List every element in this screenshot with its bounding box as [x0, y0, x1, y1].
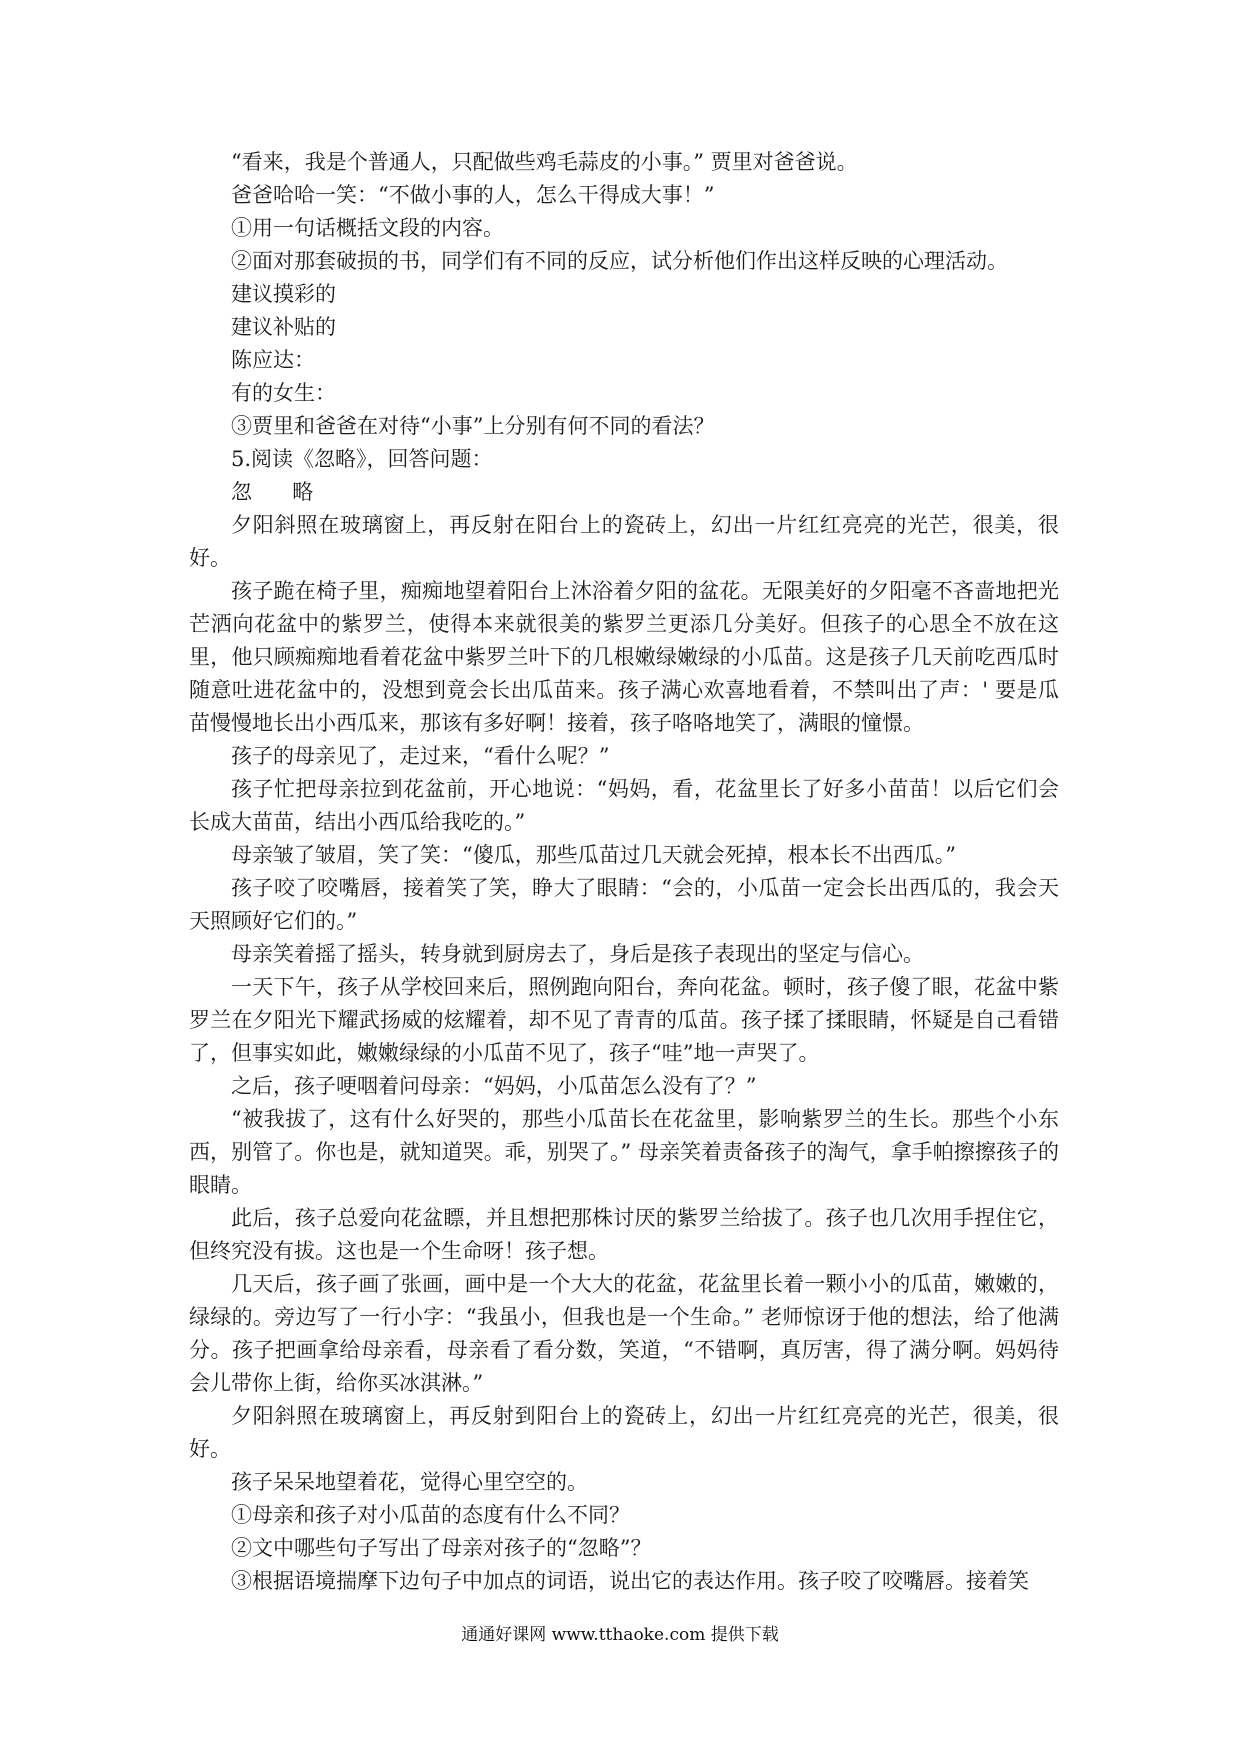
- paragraph-afterwards: 此后，孩子总爱向花盆瞟，并且想把那株讨厌的紫罗兰给拔了。孩子也几次用手捏住它，但终究没有拔。这也是一个生命呀！孩子想。: [189, 1206, 1059, 1263]
- paragraph-mother-comes: 孩子的母亲见了，走过来，“看什么呢？”: [231, 744, 610, 768]
- paragraph-drawing: 几天后，孩子画了张画，画中是一个大大的花盆，花盆里长着一颗小小的瓜苗，嫩嫩的，绿绿的。旁边写了一行小字：“我虽小，但我也是一个生命。” 老师惊讶于他的想法，给了他满分。孩子把画拿给母亲看，母亲看了看分数，笑道，“不错啊，真厉害，得了满分啊。妈妈待会儿带你上街，给你买冰淇淋。”: [189, 1272, 1059, 1395]
- question-a: ①母亲和孩子对小瓜苗的态度有什么不同？: [231, 1503, 630, 1527]
- answer-label-subsidy: 建议补贴的: [231, 315, 336, 339]
- answer-label-lottery: 建议摸彩的: [231, 282, 336, 306]
- paragraph-mother-frowns: 母亲皱了皱眉，笑了笑：“傻瓜，那些瓜苗过几天就会死掉，根本长不出西瓜。”: [231, 843, 956, 867]
- question-c: ③根据语境揣摩下边句子中加点的词语，说出它的表达作用。孩子咬了咬嘴唇。接着笑: [231, 1569, 1029, 1593]
- paragraph-jiali-says: “看来，我是个普通人，只配做些鸡毛蒜皮的小事。” 贾里对爸爸说。: [231, 150, 858, 174]
- paragraph-mother-answers: “被我拔了，这有什么好哭的，那些小瓜苗长在花盆里，影响紫罗兰的生长。那些个小东西，别管了。你也是，就知道哭。乖，别哭了。” 母亲笑着责备孩子的淘气，拿手帕擦擦孩子的眼睛。: [189, 1107, 1059, 1197]
- paragraph-child-bites-lip: 孩子咬了咬嘴唇，接着笑了笑，睁大了眼睛：“会的，小瓜苗一定会长出西瓜的，我会天天照顾好它们的。”: [189, 876, 1059, 933]
- paragraph-child-stares: 孩子呆呆地望着花，觉得心里空空的。: [231, 1470, 588, 1494]
- paragraph-child-kneels: 孩子跪在椅子里，痴痴地望着阳台上沐浴着夕阳的盆花。无限美好的夕阳毫不吝啬地把光芒洒向花盆中的紫罗兰，使得本来就很美的紫罗兰更添几分美好。但孩子的心思全不放在这里，他只顾痴痴地看着花盆中紫罗兰叶下的几根嫩绿嫩绿的小瓜苗。这是孩子几天前吃西瓜时随意吐进花盆中的，没想到竟会长出瓜苗来。孩子满心欢喜地看着，不禁叫出了声：' 要是瓜苗慢慢地长出小西瓜来，那该有多好啊！接着，孩子咯咯地笑了，满眼的憧憬。: [189, 579, 1059, 735]
- paragraph-child-asks: 之后，孩子哽咽着问母亲：“妈妈，小瓜苗怎么没有了？”: [231, 1074, 757, 1098]
- document-page: [189, 146, 1059, 1598]
- article-title-text: 忽 略: [231, 480, 331, 504]
- paragraph-mother-shakes-head: 母亲笑着摇了摇头，转身就到厨房去了，身后是孩子表现出的坚定与信心。: [231, 942, 924, 966]
- paragraph-one-afternoon: 一天下午，孩子从学校回来后，照例跑向阳台，奔向花盆。顿时，孩子傻了眼，花盆中紫罗兰在夕阳光下耀武扬威的炫耀着，却不见了青青的瓜苗。孩子揉了揉眼睛，怀疑是自己看错了，但事实如此，嫩嫩绿绿的小瓜苗不见了，孩子“哇”地一声哭了。: [189, 975, 1059, 1065]
- answer-label-chen: 陈应达：: [231, 348, 315, 372]
- question-2: ②面对那套破损的书，同学们有不同的反应，试分析他们作出这样反映的心理活动。: [231, 249, 1008, 273]
- paragraph-child-pulls-mother: 孩子忙把母亲拉到花盆前，开心地说：“妈妈，看，花盆里长了好多小苗苗！以后它们会长成大苗苗，结出小西瓜给我吃的。”: [189, 777, 1059, 834]
- paragraph-sunset-2: 夕阳斜照在玻璃窗上，再反射到阳台上的瓷砖上，幻出一片红红亮亮的光芒，很美，很好。: [189, 1404, 1059, 1461]
- question-b: ②文中哪些句子写出了母亲对孩子的“忽略”？: [231, 1536, 652, 1560]
- paragraph-father-laughs: 爸爸哈哈一笑：“不做小事的人，怎么干得成大事！”: [231, 183, 715, 207]
- article-title: [189, 476, 1059, 509]
- paragraph-sunset-1: 夕阳斜照在玻璃窗上，再反射在阳台上的瓷砖上，幻出一片红红亮亮的光芒，很美，很好。: [189, 513, 1059, 570]
- question-3: ③贾里和爸爸在对待“小事”上分别有何不同的看法？: [231, 414, 715, 438]
- answer-label-girls: 有的女生：: [231, 381, 336, 405]
- question-1: ①用一句话概括文段的内容。: [231, 216, 504, 240]
- page-footer: 通通好课网 www.tthaoke.com 提供下载: [461, 1625, 779, 1645]
- section-heading: 5.阅读《忽略》，回答问题：: [231, 447, 493, 471]
